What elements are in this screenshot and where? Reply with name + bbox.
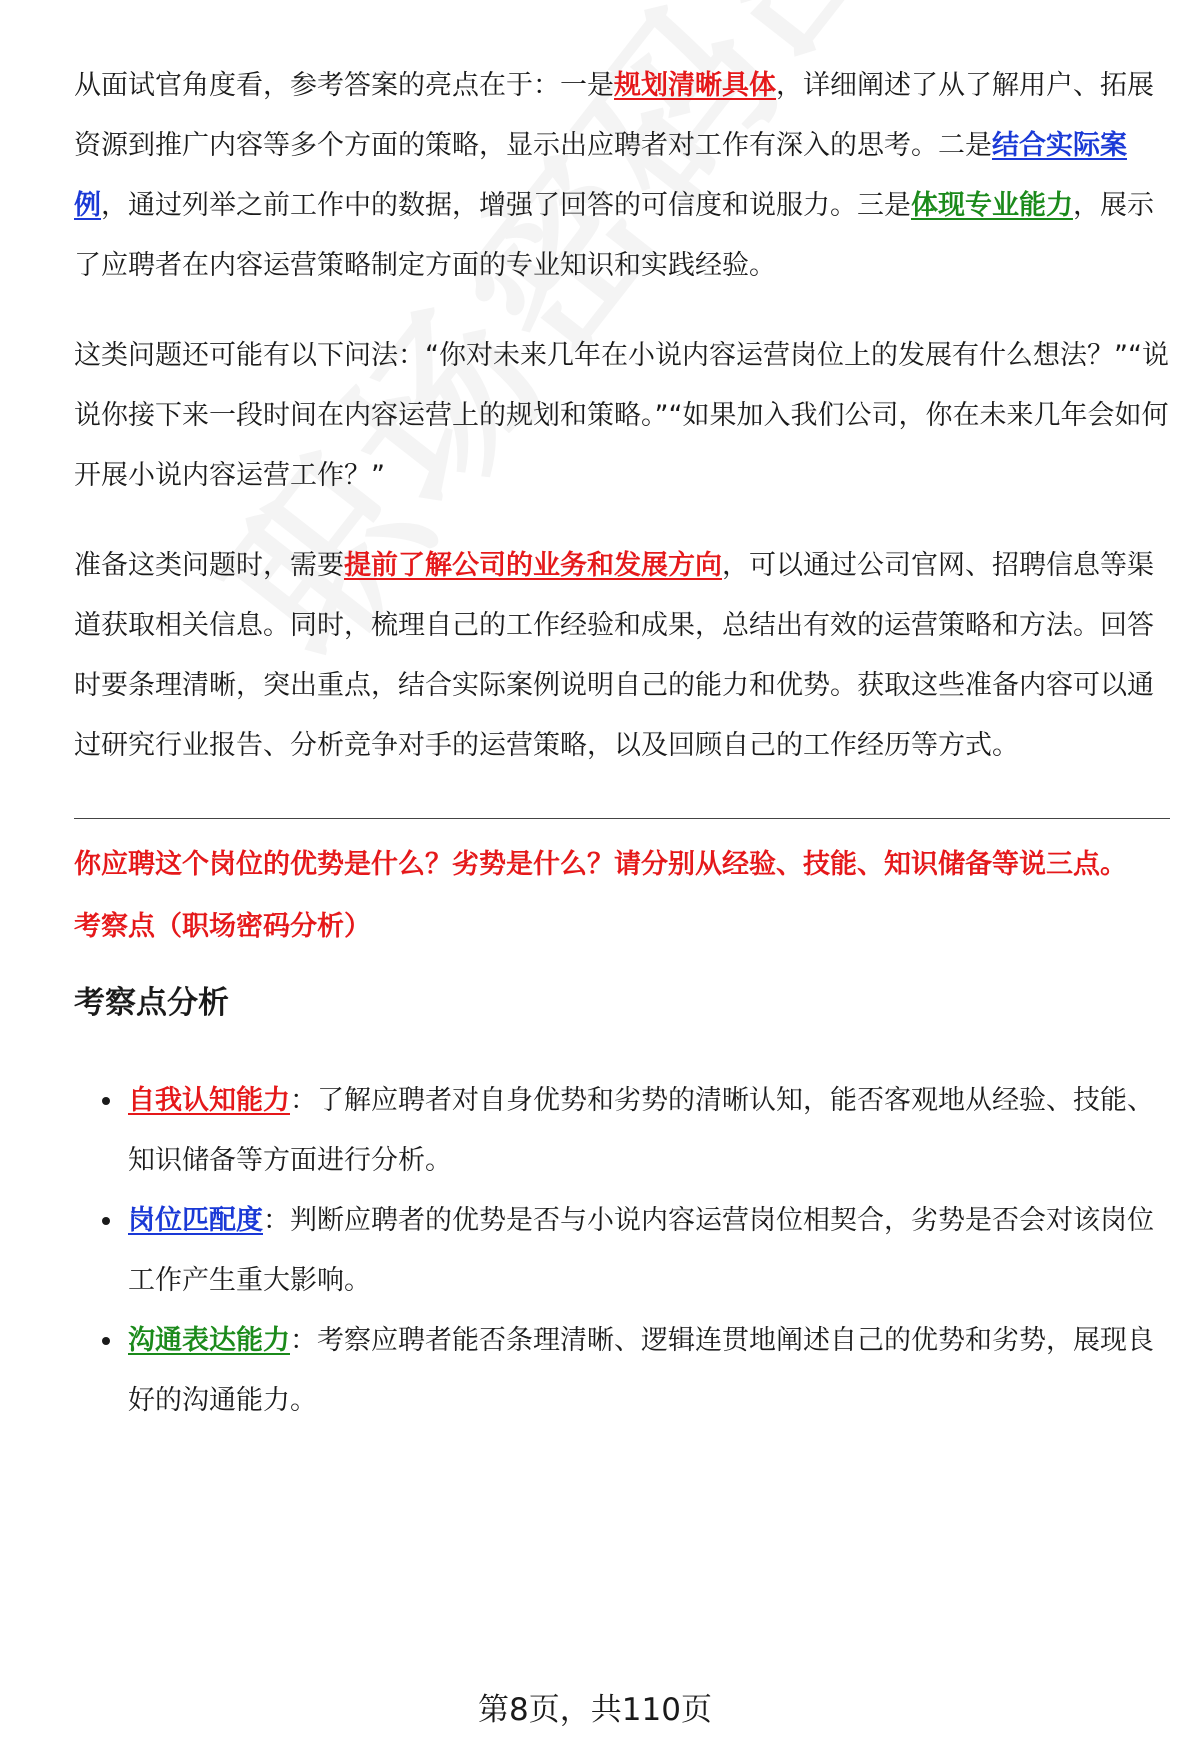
list-item (128, 1311, 1170, 1431)
section-divider (74, 818, 1170, 819)
section-title: 考察点分析 (74, 985, 229, 1021)
point-label: 岗位匹配度 (128, 1205, 263, 1236)
paragraph-text: ，展示了应聘者在内容运营策略制定方面的专业知识和实践经验。 (74, 190, 1154, 281)
paragraph-highlights (74, 56, 1170, 296)
point-label: 沟通表达能力 (128, 1325, 290, 1356)
paragraph-preparation (74, 536, 1170, 776)
list-item (128, 1191, 1170, 1311)
highlight-cases: 结合实际案例 (74, 130, 1127, 221)
paragraph-text: ，通过列举之前工作中的数据，增强了回答的可信度和说服力。三是 (101, 190, 911, 221)
point-text: ：判断应聘者的优势是否与小说内容运营岗位相契合，劣势是否会对该岗位工作产生重大影响。 (128, 1205, 1154, 1296)
point-text: ：了解应聘者对自身优势和劣势的清晰认知，能否客观地从经验、技能、知识储备等方面进行分析。 (128, 1085, 1154, 1176)
paragraph-alternatives: 这类问题还可能有以下问法：“你对未来几年在小说内容运营岗位上的发展有什么想法？”“说说你接下来一段时间在内容运营上的规划和策略。”“如果加入我们公司，你在未来几年会如何开展小说内容运营工作？” (74, 340, 1169, 491)
paragraph-text: 从面试官角度看，参考答案的亮点在于：一是 (74, 70, 614, 101)
list-item (128, 1071, 1170, 1191)
highlight-company-direction: 提前了解公司的业务和发展方向 (344, 550, 722, 581)
bullet-icon (102, 1217, 110, 1225)
point-label: 自我认知能力 (128, 1085, 290, 1116)
highlight-planning: 规划清晰具体 (614, 70, 776, 101)
paragraph-text: ，可以通过公司官网、招聘信息等渠道获取相关信息。同时，梳理自己的工作经验和成果，总结出有效的运营策略和方法。回答时要条理清晰，突出重点，结合实际案例说明自己的能力和优势。获取这些准备内容可以通过研究行业报告、分析竞争对手的运营策略，以及回顾自己的工作经历等方式。 (74, 550, 1154, 761)
highlight-expertise: 体现专业能力 (911, 190, 1073, 221)
page-content (74, 56, 1170, 1431)
point-text: ：考察应聘者能否条理清晰、逻辑连贯地阐述自己的优势和劣势，展现良好的沟通能力。 (128, 1325, 1154, 1416)
assessment-points-list (74, 1071, 1170, 1431)
question-subheading: 考察点（职场密码分析） (74, 911, 371, 942)
paragraph-text: 准备这类问题时，需要 (74, 550, 344, 581)
bullet-icon (102, 1097, 110, 1105)
page-number: 第8页，共110页 (478, 1692, 712, 1728)
interview-question: 你应聘这个岗位的优势是什么？劣势是什么？请分别从经验、技能、知识储备等说三点。 (74, 849, 1127, 880)
paragraph-text: ，详细阐述了从了解用户、拓展资源到推广内容等多个方面的策略，显示出应聘者对工作有深入的思考。二是 (74, 70, 1154, 161)
bullet-icon (102, 1337, 110, 1345)
